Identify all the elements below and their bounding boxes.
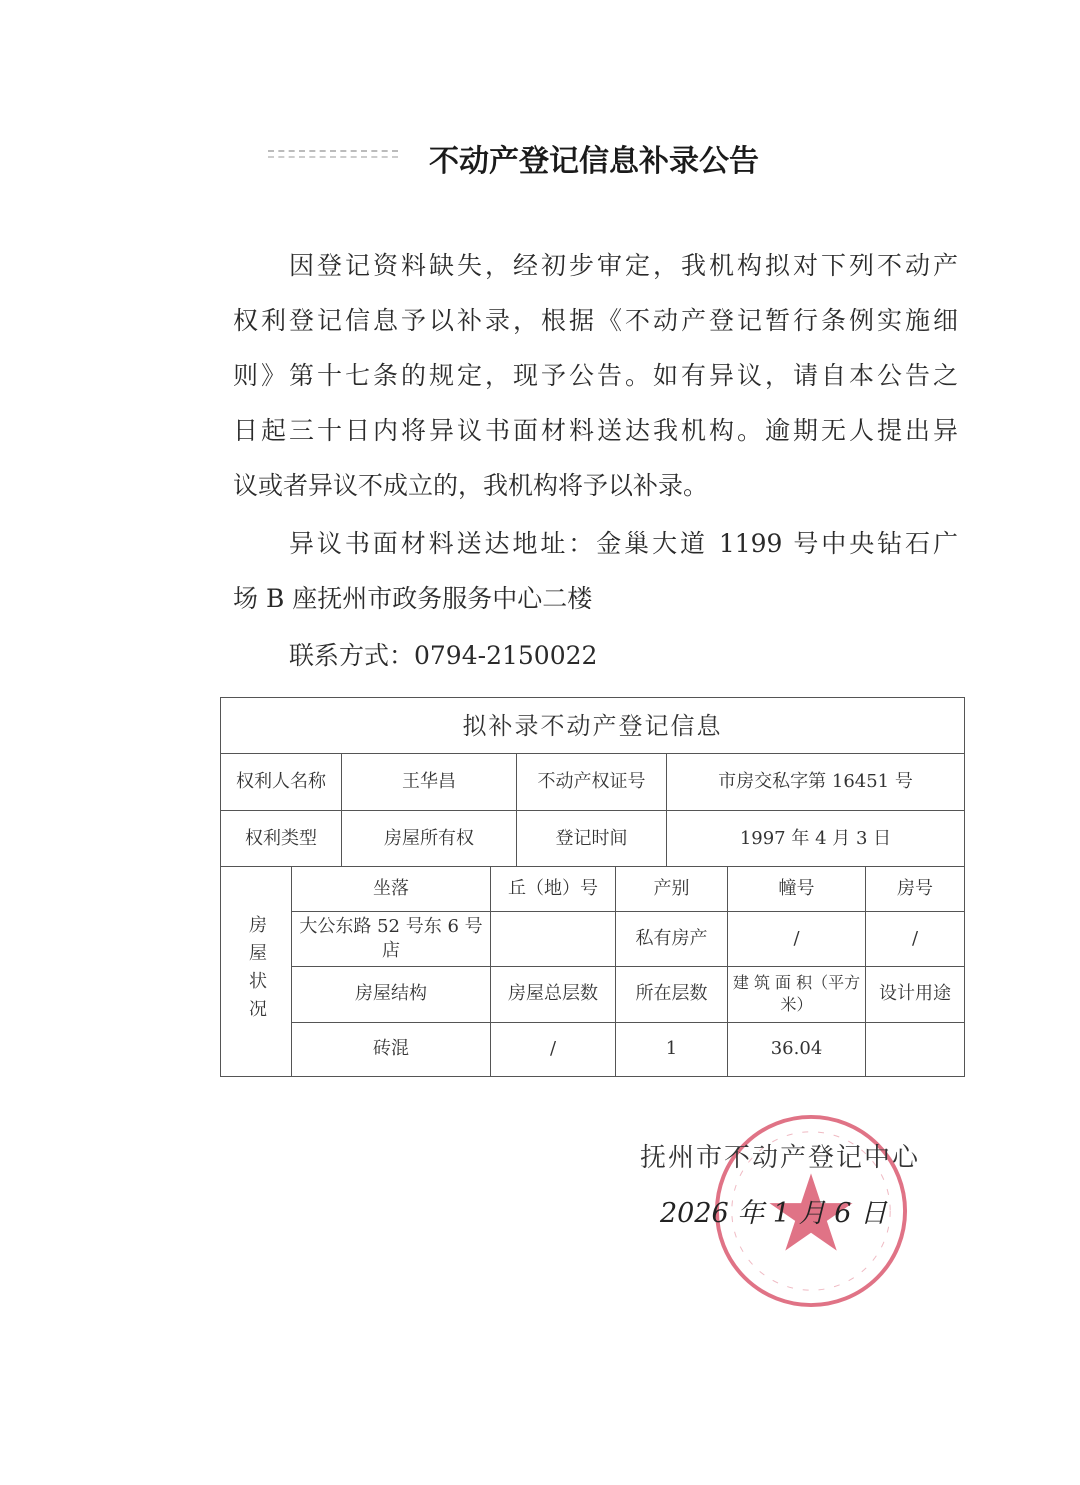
reg-time-value: 1997 年 4 月 3 日 bbox=[667, 811, 965, 867]
header-cell: 坐落 bbox=[292, 866, 491, 911]
usage-value bbox=[866, 1022, 965, 1076]
address-paragraph bbox=[233, 516, 958, 626]
floor-value: 1 bbox=[616, 1022, 728, 1076]
header-cell: 丘（地）号 bbox=[491, 866, 616, 911]
right-type-value: 房屋所有权 bbox=[342, 811, 517, 867]
location-value: 大公东路 52 号东 6 号店 bbox=[292, 911, 491, 966]
reg-time-label: 登记时间 bbox=[517, 811, 667, 867]
paragraph-line: 权利登记信息予以补录，根据《不动产登记暂行条例实施细 bbox=[233, 306, 958, 335]
header-cell: 房屋结构 bbox=[292, 966, 491, 1022]
parcel-value bbox=[491, 911, 616, 966]
building-no-value: / bbox=[728, 911, 866, 966]
contact-paragraph bbox=[233, 628, 958, 683]
house-status-table bbox=[220, 866, 965, 1077]
table-caption: 拟补录不动产登记信息 bbox=[221, 698, 965, 754]
page-title: 不动产登记信息补录公告 bbox=[429, 144, 759, 179]
header-cell: 房屋总层数 bbox=[491, 966, 616, 1022]
paragraph-line: 日起三十日内将异议书面材料送达我机构。逾期无人提出异 bbox=[233, 416, 958, 445]
owner-value: 王华昌 bbox=[342, 754, 517, 811]
paragraph-line: 因登记资料缺失，经初步审定，我机构拟对下列不动产 bbox=[289, 251, 958, 280]
issue-date: 2026 年 1 月 6 日 bbox=[660, 1198, 887, 1229]
address-line: 异议书面材料送达地址：金巢大道 1199 号中央钻石广 bbox=[289, 529, 958, 558]
contact-line: 联系方式：0794-2150022 bbox=[289, 641, 598, 670]
property-type-value: 私有房产 bbox=[616, 911, 728, 966]
registration-summary-table bbox=[220, 697, 965, 867]
total-floors-value: / bbox=[491, 1022, 616, 1076]
paragraph-line: 议或者异议不成立的，我机构将予以补录。 bbox=[233, 471, 709, 500]
right-type-label: 权利类型 bbox=[221, 811, 342, 867]
header-cell: 建 筑 面 积（平方米） bbox=[728, 966, 866, 1022]
header-cell: 产别 bbox=[616, 866, 728, 911]
paragraph-line: 则》第十七条的规定，现予公告。如有异议，请自本公告之 bbox=[233, 361, 958, 390]
header-cell: 所在层数 bbox=[616, 966, 728, 1022]
room-no-value: / bbox=[866, 911, 965, 966]
notice-paragraph bbox=[233, 238, 958, 513]
issuer-name: 抚州市不动产登记中心 bbox=[640, 1143, 921, 1173]
cert-value: 市房交私字第 16451 号 bbox=[667, 754, 965, 811]
section-label: 房屋状况 bbox=[221, 866, 292, 1076]
header-cell: 房号 bbox=[866, 866, 965, 911]
address-line: 场 B 座抚州市政务服务中心二楼 bbox=[233, 584, 593, 613]
structure-value: 砖混 bbox=[292, 1022, 491, 1076]
registration-info-table bbox=[220, 697, 964, 1077]
cert-label: 不动产权证号 bbox=[517, 754, 667, 811]
owner-label: 权利人名称 bbox=[221, 754, 342, 811]
header-cell: 设计用途 bbox=[866, 966, 965, 1022]
area-value: 36.04 bbox=[728, 1022, 866, 1076]
header-cell: 幢号 bbox=[728, 866, 866, 911]
